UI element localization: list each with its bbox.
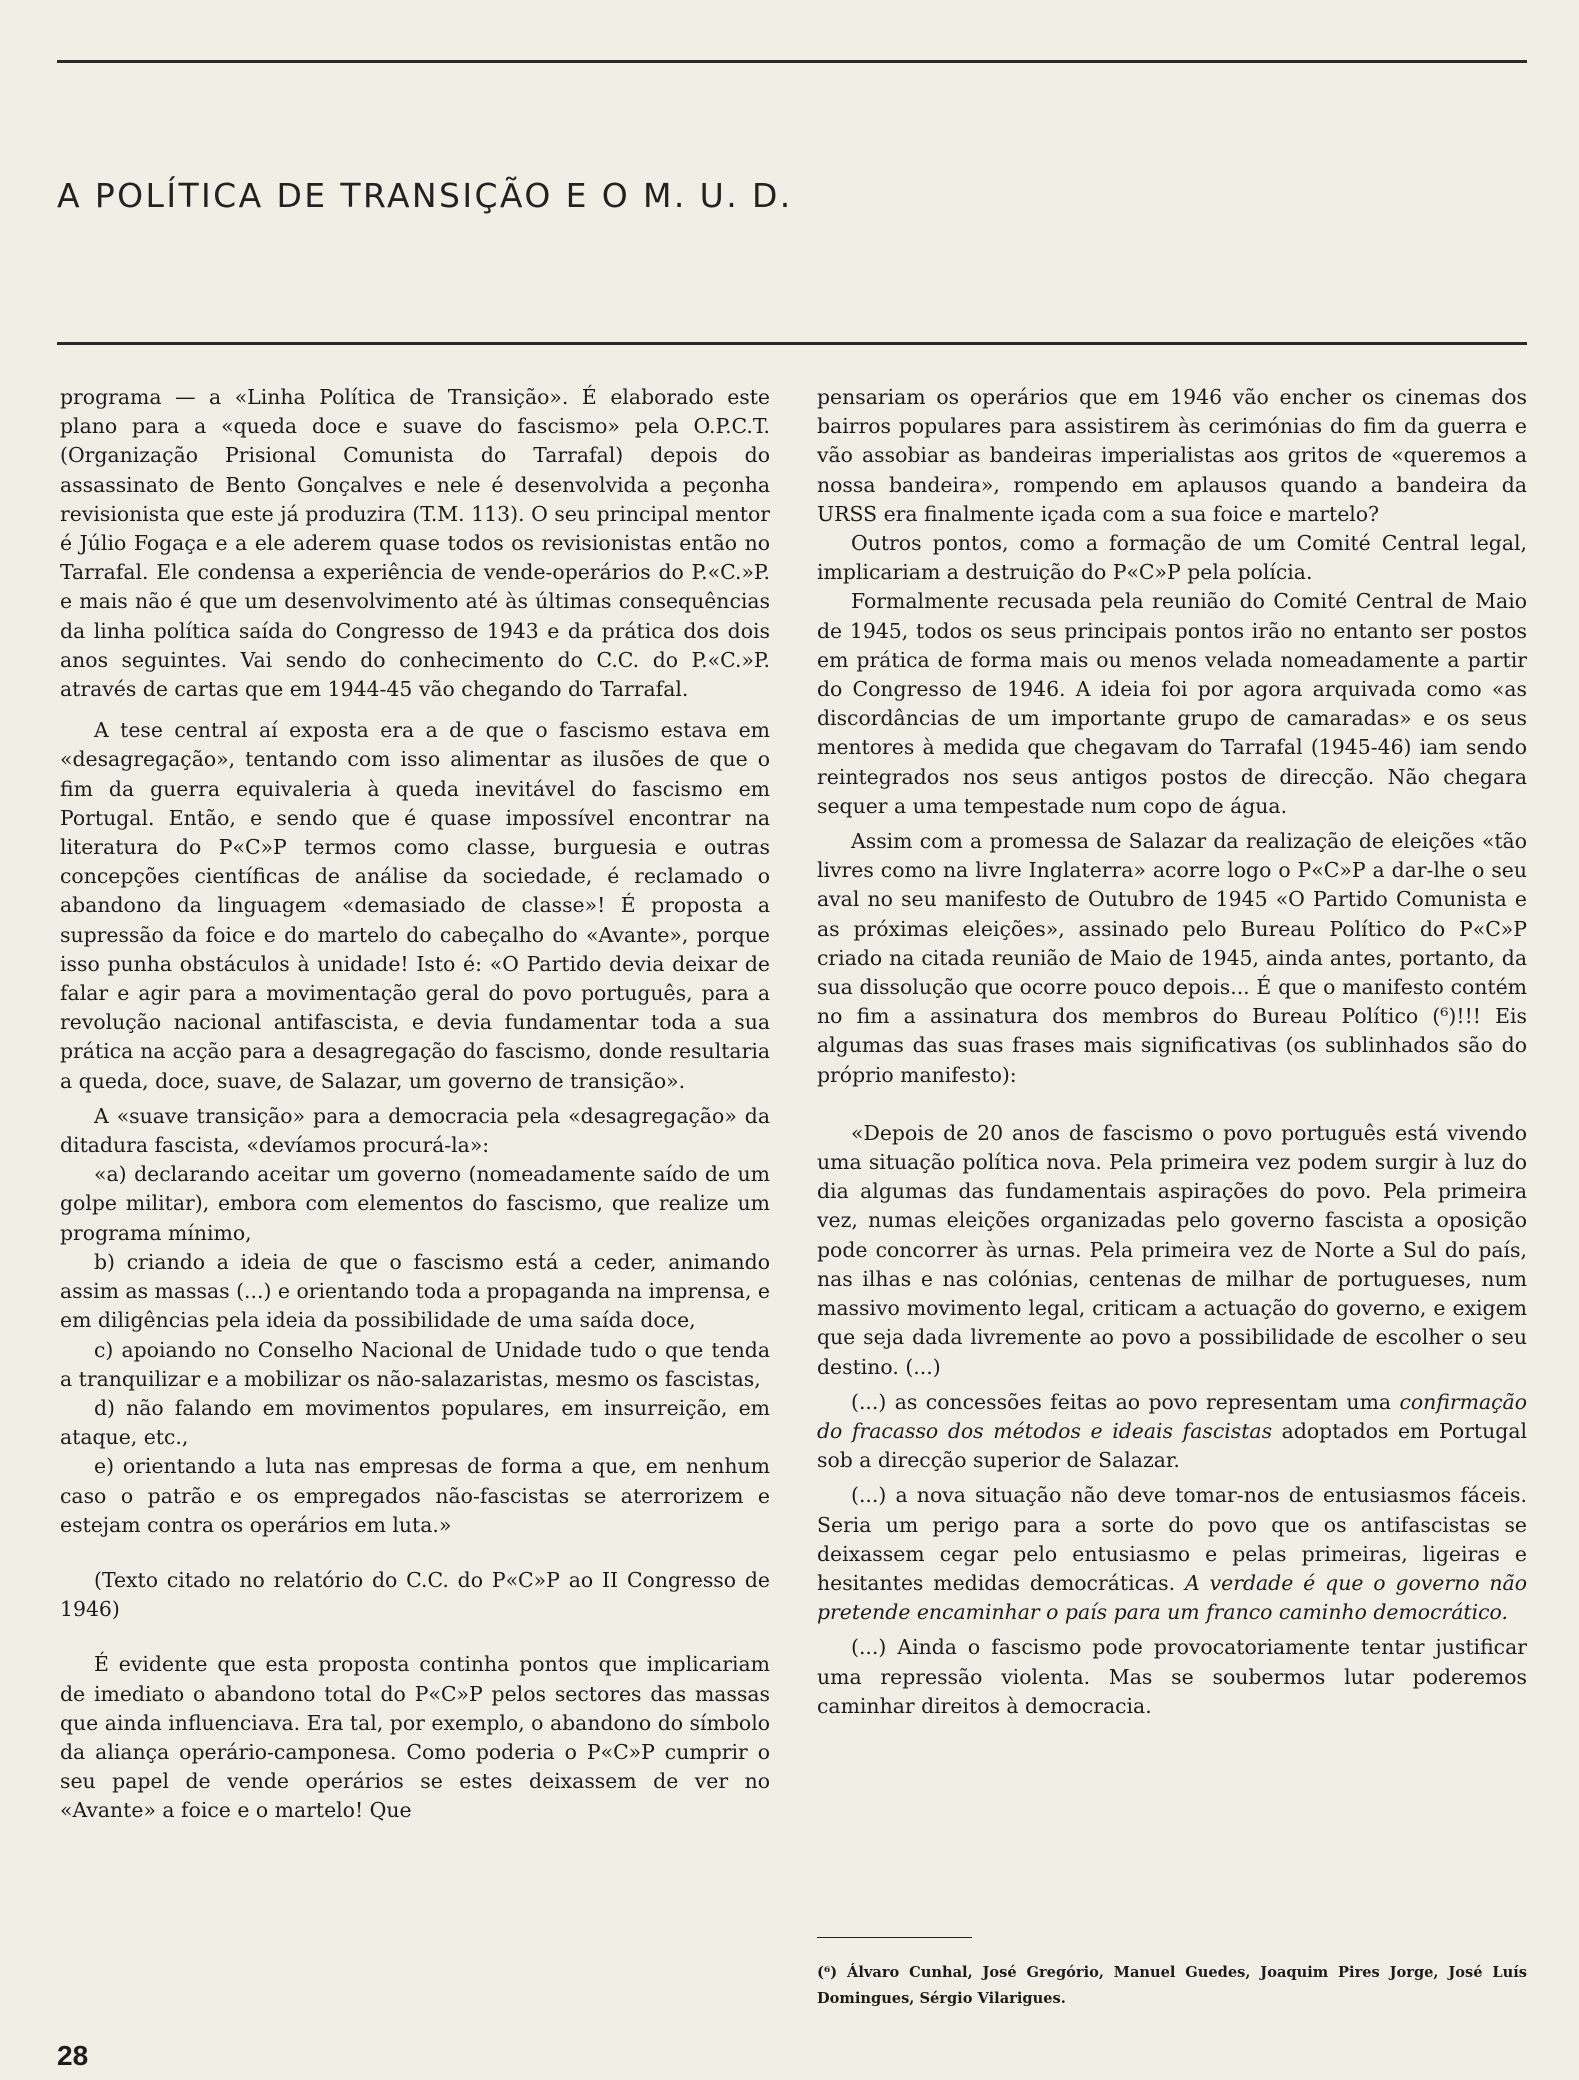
list-item: e) orientando a luta nas empresas de forma a que, em nenhum caso o patrão e os empregados não-fascistas se aterrorizem e estejam contra os operários em luta.» [60,1454,770,1537]
paragraph: Assim com a promessa de Salazar da realização de eleições «tão livres como na livre Inglaterra» acorre logo o P«C»P a dar-lhe o seu aval no seu manifesto de Outubro de 1945 «O Partido Comunista e as próximas eleições», assinado pelo Bureau Político do P«C»P criado na citada reunião de Maio de 1945, ainda antes, portanto, da sua dissolução que ocorre pouco depois... É que o manifesto contém no fim a assinatura dos membros do Bureau Político (⁶)!!! Eis algumas das suas frases mais significativas (os sublinhados são do próprio manifesto): [817,829,1527,1087]
quote-paragraph: (...) Ainda o fascismo pode provocatoriamente tentar justificar uma repressão violenta. Mas se soubermos lutar poderemos caminhar direitos à democracia. [817,1635,1527,1718]
footnote: (⁶) Álvaro Cunhal, José Gregório, Manuel Guedes, Joaquim Pires Jorge, José Luís Domingues, Sérgio Vilarigues. [817,1964,1527,2007]
citation: (Texto citado no relatório do C.C. do P«C»P ao II Congresso de 1946) [60,1567,770,1622]
paragraph: É evidente que esta proposta continha pontos que implicariam de imediato o abandono total do P«C»P pelos sectores das massas que ainda influenciava. Era tal, por exemplo, o abandono do símbolo da aliança operário-camponesa. Como poderia o P«C»P cumprir o seu papel de vende operários se estes deixassem de ver no «Avante» a foice e o martelo! Que [60,1652,770,1823]
top-rule [57,60,1527,63]
quote-text: adoptados em Portugal sob a direcção superior de Salazar. [817,1418,1527,1473]
list-item: c) apoiando no Conselho Nacional de Unidade tudo o que tenda a tranquilizar e a mobilizar os não-salazaristas, mesmo os fascistas, [60,1337,770,1391]
right-column [817,383,1527,1721]
quote-paragraph: «Depois de 20 anos de fascismo o povo português está vivendo uma situação política nova. Pela primeira vez podem surgir à luz do dia algumas das fundamentais aspirações do povo. Pela primeira vez, numas eleições organizadas pelo governo fascista a oposição pode concorrer às urnas. Pela primeira vez de Norte a Sul do país, nas ilhas e nas colónias, centenas de milhar de portugueses, num massivo movimento legal, criticam a actuação do governo, e exigem que seja dada livremente ao povo a possibilidade de escolher o seu destino. (...) [817,1120,1527,1379]
underlined-phrase: confirmação do fracasso dos métodos e ideais fascistas [817,1389,1527,1443]
quote-paragraph [817,1481,1527,1627]
paragraph: Outros pontos, como a formação de um Comité Central legal, implicariam a destruição do P«C»P pela polícia. [817,531,1527,585]
paragraph: A tese central aí exposta era a de que o fascismo estava em «desagregação», tentando com isso alimentar as ilusões de que o fim da guerra equivaleria à queda inevitável do fascismo em Portugal. Então, e sendo que é quase impossível encontrar na literatura do P«C»P termos como classe, burguesia e outras concepções científicas de análise da sociedade, é reclamado o abandono da linguagem «demasiado de classe»! É proposta a supressão da foice e do martelo do cabeçalho do «Avante», porque isso punha obstáculos à unidade! Isto é: «O Partido devia deixar de falar e agir para a movimentação geral do povo português, para a revolução nacional antifascista, e devia fundamentar toda a sua prática na acção para a desagregação do fascismo, donde resultaria a queda, doce, suave, de Salazar, um governo de transição». [60,718,770,1093]
article-title: A POLÍTICA DE TRANSIÇÃO E O M. U. D. [57,176,793,215]
quote-text: (...) a nova situação não deve tomar-nos de entusiasmos fáceis. Seria um perigo para a sorte do povo que os antifascistas se deixassem cegar pelo entusiasmo e pelas primeiras, ligeiras e hesitantes medidas democráticas. [817,1483,1527,1595]
paragraph: pensariam os operários que em 1946 vão encher os cinemas dos bairros populares para assistirem às cerimónias do fim da guerra e vão assobiar as bandeiras imperialistas aos gritos de «queremos a nossa bandeira», rompendo em aplausos quando a bandeira da URSS era finalmente içada com a sua foice e martelo? [817,385,1527,526]
paragraph: A «suave transição» para a democracia pela «desagregação» da ditadura fascista, «devíamos procurá-la»: [60,1103,770,1158]
footnote-rule [817,1937,972,1938]
list-item: d) não falando em movimentos populares, em insurreição, em ataque, etc., [60,1395,770,1450]
left-column [60,383,770,1826]
list-item: b) criando a ideia de que o fascismo está a ceder, animando assim as massas (...) e orientando toda a propaganda na imprensa, e em diligências pela ideia da possibilidade de uma saída doce, [60,1249,770,1333]
quote-text: (...) as concessões feitas ao povo representam uma [851,1389,1400,1414]
list-item: «a) declarando aceitar um governo (nomeadamente saído de um golpe militar), embora com elementos do fascismo, que realize um programa mínimo, [60,1162,770,1245]
paragraph: Formalmente recusada pela reunião do Comité Central de Maio de 1945, todos os seus principais pontos irão no entanto ser postos em prática de forma mais ou menos velada nomeadamente a partir do Congresso de 1946. A ideia foi por agora arquivada como «as discordâncias de um importante grupo de camaradas» e os seus mentores à medida que chegavam do Tarrafal (1945-46) iam sendo reintegrados nos seus antigos postos de direcção. Não chegara sequer a uma tempestade num copo de água. [817,589,1527,818]
page-number: 28 [57,2040,89,2071]
underlined-phrase: A verdade é que o governo não pretende encaminhar o país para um franco caminho democrático. [817,1570,1527,1625]
title-rule [57,342,1527,345]
quote-paragraph [817,1388,1527,1476]
paragraph: programa — a «Linha Política de Transição». É elaborado este plano para a «queda doce e suave do fascismo» pela O.P.C.T. (Organização Prisional Comunista do Tarrafal) depois do assassinato de Bento Gonçalves e nele é desenvolvida a peçonha revisionista que este já produzira (T.M. 113). O seu principal mentor é Júlio Fogaça e a ele aderem quase todos os revisionistas então no Tarrafal. Ele condensa a experiência de vende-operários do P.«C.»P. e mais não é que um desenvolvimento até às últimas consequências da linha política saída do Congresso de 1943 e da prática dos dois anos seguintes. Vai sendo do conhecimento do C.C. do P.«C.»P. através de cartas que em 1944-45 vão chegando do Tarrafal. [60,385,770,702]
